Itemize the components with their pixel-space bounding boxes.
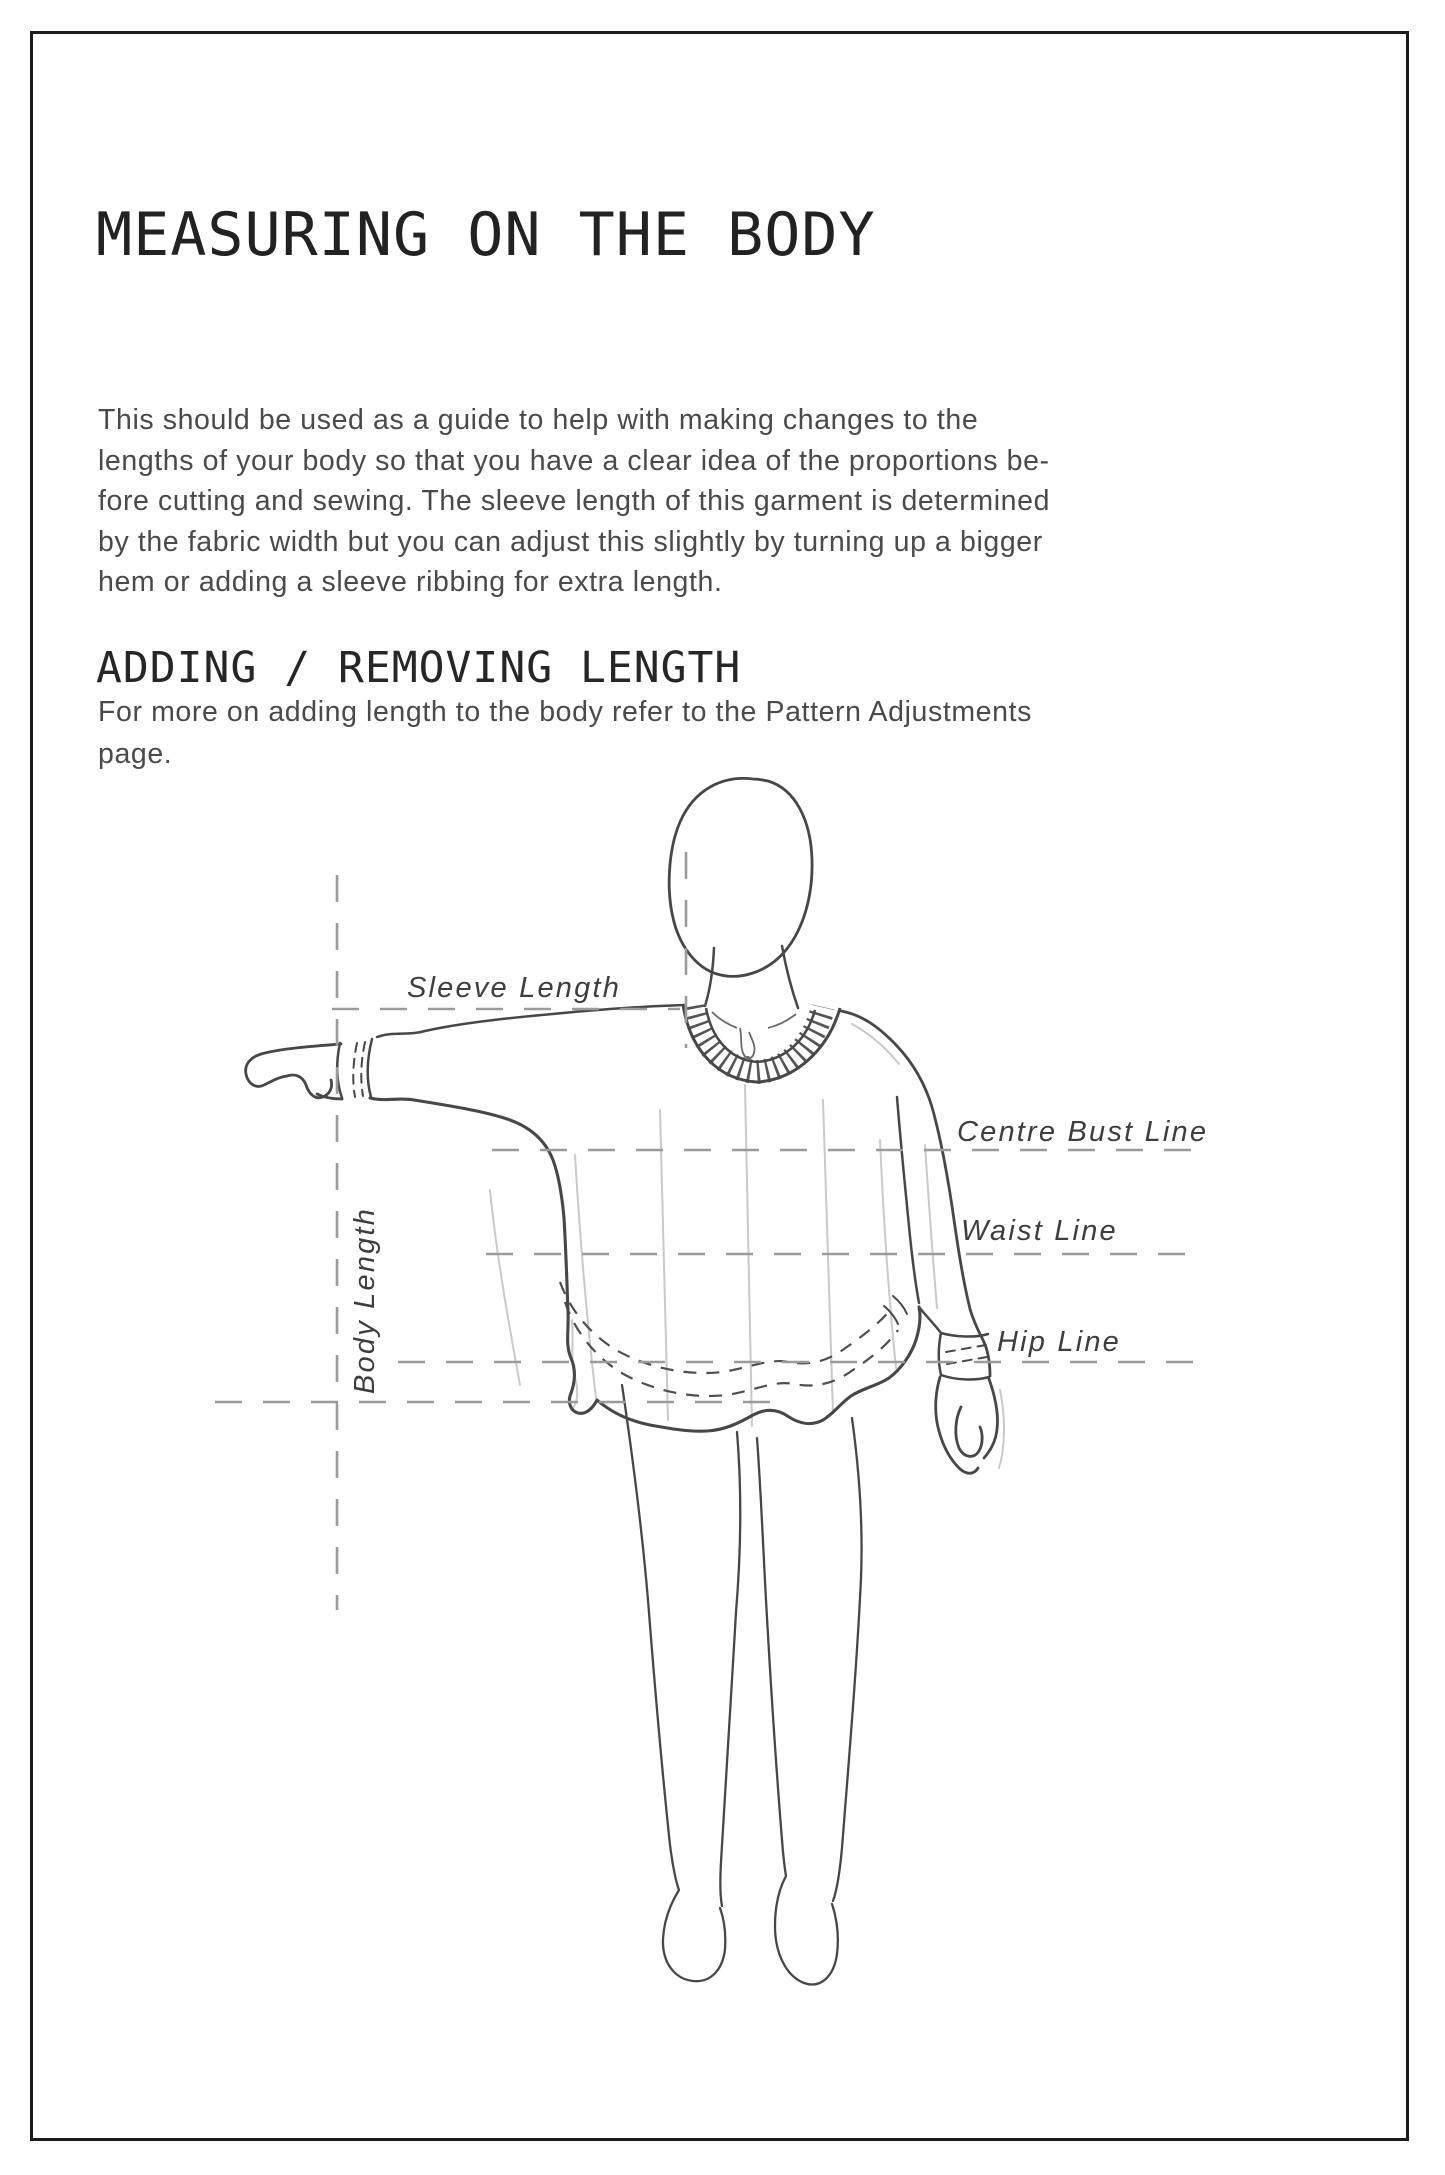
intro-line: This should be used as a guide to help with making changes to the: [98, 404, 979, 436]
waist-line-label: Waist Line: [961, 1215, 1118, 1247]
sleeve-length-label: Sleeve Length: [407, 972, 622, 1004]
intro-line: hem or adding a sleeve ribbing for extra length.: [98, 566, 723, 598]
intro-line: lengths of your body so that you have a clear idea of the proportions be-: [98, 444, 1050, 477]
body-length-label: Body Length: [349, 1206, 381, 1394]
section-line: page.: [98, 738, 173, 770]
intro-line: by the fabric width but you can adjust this slightly by turning up a bigger: [98, 525, 1043, 558]
section-paragraph: [98, 691, 1032, 775]
section-heading: ADDING / REMOVING LENGTH: [96, 643, 742, 693]
page-border-frame: [30, 31, 1409, 2141]
intro-paragraph: [98, 400, 1050, 603]
hip-line-label: Hip Line: [997, 1326, 1121, 1358]
page-title: MEASURING ON THE BODY: [96, 200, 876, 270]
centre-bust-line-label: Centre Bust Line: [957, 1116, 1209, 1148]
intro-line: fore cutting and sewing. The sleeve length of this garment is determined: [98, 485, 1051, 517]
section-line: For more on adding length to the body refer to the Pattern Adjustments: [98, 696, 1032, 728]
